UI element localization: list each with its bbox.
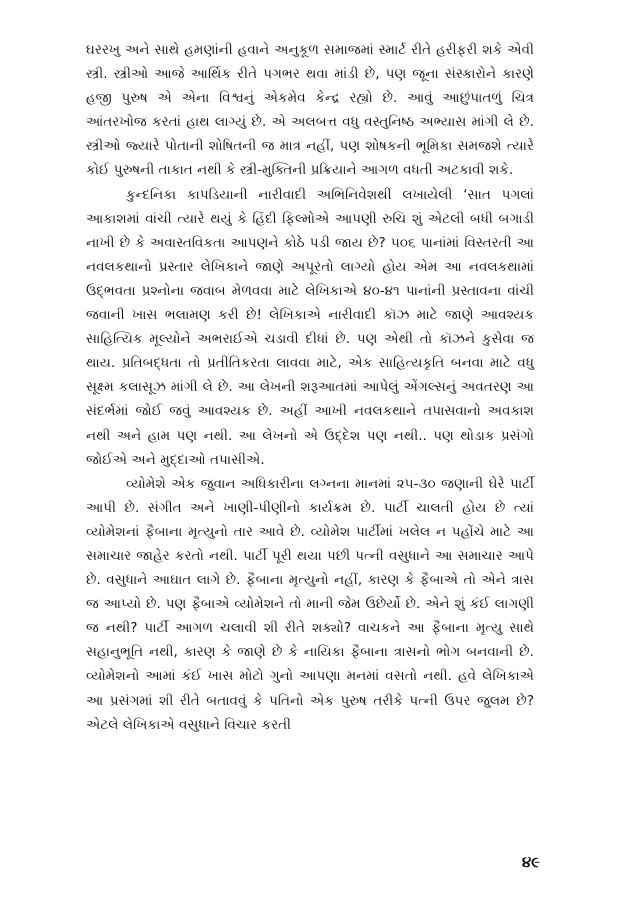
paragraph-3: વ્યોમેશે એક જુવાન અધિકારીના લગ્નના માનમાં ૨૫-૩૦ જણાની ઘેરે પાર્ટી આપી છે. સંગીત અને ખાણી-પીણીનો કાર્યક્રમ છે. પાર્ટી ચાલતી હોય છે ત્યાં વ્યોમેશનાં ફૈબાના મૃત્યુનો તાર આવે છે. વ્યોમેશ પાર્ટીમાં ખલેલ ન પહોંચે માટે આ સમાચાર જાહેર કરતો નથી. પાર્ટી પૂરી થયા પછી પત્ની વસુધાને આ સમાચાર આપે છે. વસુધાને આઘાત લાગે છે. ફૈબાના મૃત્યુનો નહીં, કારણ કે ફૈબાએ તો એને ત્રાસ જ આપ્યો છે. પણ ફૈબાએ વ્યોમેશને તો માની જેમ ઉછેર્યો છે. એને શું કંઈ લાગણી જ નથી? પાર્ટી આગળ ચલાવી શી રીતે શક્યો? વાચકને આ ફૈબાના મૃત્યુ સાથે સહાનુભૂતિ નથી, કારણ કે જાણે છે કે નાયિકા ફૈબાના ત્રાસનો ભોગ બનવાની છે. વ્યોમેશનો આમાં કંઈ ખાસ મોટો ગુનો આપણા મનમાં વસતો નથી. હવે લેખિકાએ આ પ્રસંગમાં શી રીતે બતાવવું કે પતિનો એક પુરુષ તરીકે પત્ની ઉપર જુલમ છે? એટલે લેખિકાએ વસુધાને વિચાર કરતી — [86, 475, 534, 733]
page-number: ૪૯ — [521, 853, 540, 871]
paragraph-2: કુન્દનિકા કાપડિયાની નારીવાદી અભિનિવેશથી લખાયેલી ‘સાત પગલાં આકાશમાં વાંચી ત્યારે થયું કે હિંદી ફિલ્મોએ આપણી રુચિ શું એટલી બધી બગાડી નાખી છે કે અવાસ્તવિકતા આપણને કોઠે પડી જાય છે? ૫૦૬ પાનાંમાં વિસ્તરતી આ નવલકથાનો પ્રસ્તાર લેખિકાને જાણે અપૂરતો લાગ્યો હોય એમ આ નવલકથામાં ઉદ્‌ભવતા પ્રશ્નોના જવાબ મેળવવા માટે લેખિકાએ ૪૦-૪૧ પાનાંની પ્રસ્તાવના વાંચી જવાની ખાસ ભલામણ કરી છે! લેખિકાએ નારીવાદી કૉઝ માટે જાણે આવશ્યક સાહિત્યિક મૂલ્યોને અભરાઈએ ચડાવી દીધાં છે. પણ એથી તો કૉઝને કુસેવા જ થાય. પ્રતિબદ્ધતા તો પ્રતીતિકરતા લાવવા માટે, એક સાહિત્યકૃતિ બનવા માટે વધુ સૂક્ષ્મ કલાસૂઝ માંગી લે છે. આ લેખની શરૂઆતમાં આપેલું એંગલ્સનું અવતરણ આ સંદર્ભમાં જોઈ જવું આવશ્યક છે. અહીં આખી નવલકથાને તપાસવાનો અવકાશ નથી અને હામ પણ નથી. આ લેખનો એ ઉદ્દેશ પણ નથી.. પણ થોડાક પ્રસંગો જોઈએ અને મુદ્દાઓ તપાસીએ. — [86, 186, 534, 468]
paragraph-1: ઘરરખુ અને સાથે હમણાંની હવાને અનુકૂળ સમાજમાં સ્માર્ટ રીતે હરીફરી શકે એવી સ્ત્રી. સ્ત્રીઓ આજે આર્થિક રીતે પગભર થવા માંડી છે, પણ જૂના સંસ્કારોને કારણે હજી પુરુષ એ એના વિશ્વનું એકમેવ કેન્દ્ર રહ્યો છે. આવું આછુંપાતળું ચિત્ર આંતરખોજ કરતાં હાથ લાગ્યું છે. એ અલબત્ત વધુ વસ્તુનિષ્ઠ અભ્યાસ માંગી લે છે. સ્ત્રીઓ જ્યારે પોતાની શોષિતની જ માત્ર નહીં, પણ શોષકની ભૂમિકા સમજશે ત્યારે કોઈ પુરુષની તાકાત નથી કે સ્ત્રી-મુક્તિની પ્રક્રિયાને આગળ વધતી અટકાવી શકે. — [86, 42, 534, 179]
body-text — [86, 38, 534, 737]
